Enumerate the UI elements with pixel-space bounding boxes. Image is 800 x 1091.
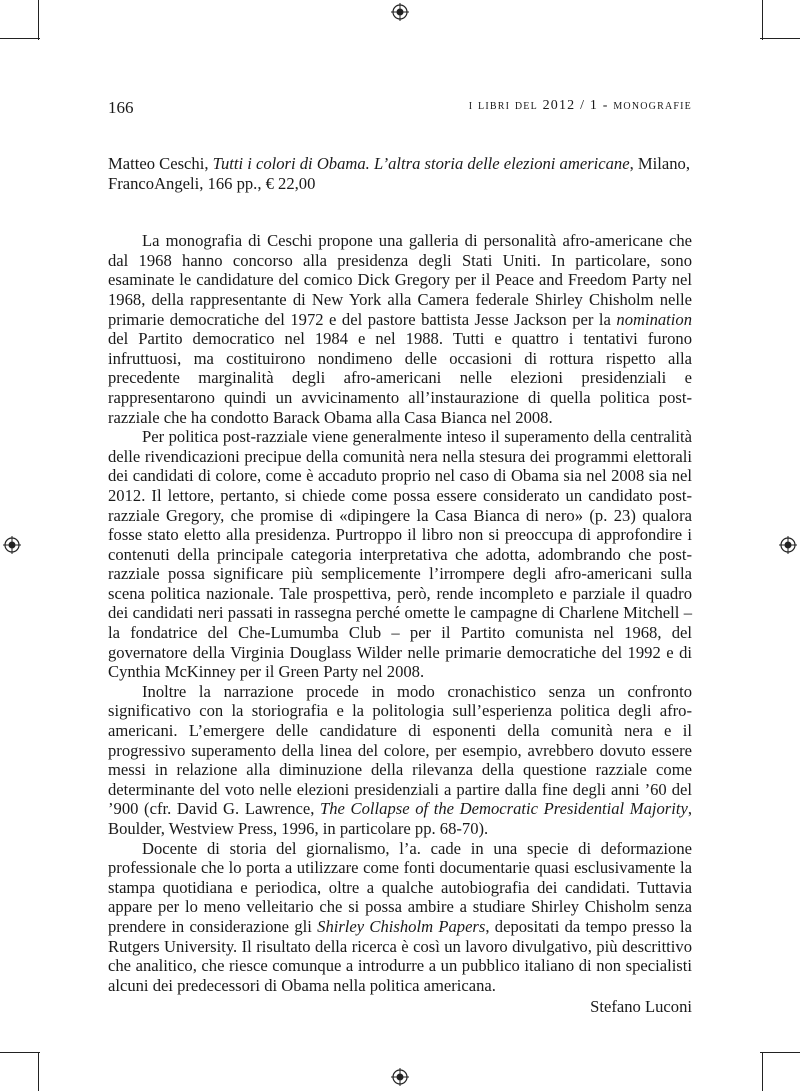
page-number: 166 — [108, 98, 134, 117]
citation-author: Matteo Ceschi, — [108, 154, 213, 173]
registration-mark-icon — [391, 3, 409, 21]
review-paragraph — [108, 682, 692, 839]
italic-text: The Collapse of the Democratic Presidential Majority — [320, 799, 688, 819]
crop-mark-top-right-h — [760, 38, 800, 39]
paragraph-text: Docente di storia del giornalismo, l’a. cade in una specie di deformazione professionale che lo porta a utilizzare come fonti documentarie quasi esclusivamente la stampa quotidiana e periodica, oltre a qualche autobiografia dei candidati. Tuttavia appare per lo meno velleitario che si possa ambire a studiare Shirley Chisholm senza prendere in considerazione gli — [108, 838, 692, 936]
reviewer-name: Stefano Luconi — [590, 997, 692, 1017]
registration-mark-icon — [779, 536, 797, 554]
review-paragraph — [108, 427, 692, 682]
review-paragraph — [108, 231, 692, 427]
paragraph-text: del Partito democratico nel 1984 e nel 1988. Tutti e quattro i tentativi furono infruttuosi, ma costituirono nondimeno delle occasioni di rottura rispetto alla precedente marginalità degli afro-americani nelle elezioni presidenziali e rappresentarono quindi un avvicinamento all’instaurazione di quella politica post-razziale che ha condotto Barack Obama alla Casa Bianca nel 2008. — [108, 329, 692, 427]
crop-mark-top-left — [38, 0, 39, 40]
crop-mark-top-right — [762, 0, 763, 40]
paragraph-text: La monografia di Ceschi propone una galleria di personalità afro-americane che dal 1968 hanno concorso alla presidenza degli Stati Uniti. In particolare, sono esaminate le candidature del comico Dick Gregory per il Peace and Freedom Party nel 1968, della rappresentante di New York alla Camera federale Shirley Chisholm nelle primarie democratiche del 1972 e del pastore battista Jesse Jackson per la — [108, 231, 692, 329]
paragraph-text: , depositati da tempo presso la Rutgers University. Il risultato della ricerca è così un lavoro divulgativo, più descrittivo che analitico, che riesce comunque a introdurre a un pubblico italiano di non specialisti alcuni dei predecessori di Obama nella politica americana. — [108, 916, 692, 995]
italic-text: nomination — [616, 309, 692, 329]
paragraph-text: Inoltre la narrazione procede in modo cronachistico senza un confronto significativo con la storiografia e la politologia sull’esperienza politica degli afro-americani. L’emergere delle candidature di esponenti della comunità nera e il progressivo superamento della linea del colore, per esempio, avrebbero dovuto essere messi in relazione alla diminuzione della rilevanza della questione razziale come determinante del voto nelle elezioni presidenziali a partire dalla fine degli anni ’60 del ’900 (cfr. David G. Lawrence, — [108, 681, 692, 819]
book-citation — [108, 154, 692, 193]
crop-mark-bottom-left-h — [0, 1052, 40, 1053]
crop-mark-bottom-right — [762, 1052, 763, 1091]
crop-mark-bottom-right-h — [760, 1052, 800, 1053]
registration-mark-icon — [391, 1068, 409, 1086]
crop-mark-top-left-h — [0, 38, 40, 39]
citation-title: Tutti i colori di Obama. L’altra storia delle elezioni americane — [212, 154, 630, 173]
running-head: i libri del 2012 / 1 - monografie — [468, 98, 692, 113]
page-header — [108, 98, 692, 118]
italic-text: Shirley Chisholm Papers — [317, 916, 486, 936]
crop-mark-bottom-left — [38, 1052, 39, 1091]
paragraph-text: , Boulder, Westview Press, 1996, in particolare pp. 68-70). — [108, 799, 692, 838]
review-body — [108, 154, 692, 1017]
citation-publication: , Milano, FrancoAngeli, 166 pp., € 22,00 — [108, 154, 690, 193]
registration-mark-icon — [3, 536, 21, 554]
paragraph-text: Per politica post-razziale viene generalmente inteso il superamento della centralità delle rivendicazioni precipue della comunità nera nella stesura dei programmi elettorali dei candidati di colore, come è accaduto proprio nel caso di Obama sia nel 2008 sia nel 2012. Il lettore, pertanto, si chiede come possa essere considerato un candidato post-razziale Gregory, che promise di «dipingere la Casa Bianca di nero» (p. 23) qualora fosse stato eletto alla presidenza. Purtroppo il libro non si preoccupa di approfondire i contenuti della principale categoria interpretativa che adotta, adombrando che post-razziale possa significare più semplicemente l’irrompere degli afro-americani sulla scena politica nazionale. Tale prospettiva, però, rende incompleto e parziale il quadro dei candidati neri passati in rassegna perché omette le campagne di Charlene Mitchell – la fondatrice del Che-Lumumba Club – per il Partito comunista nel 1968, del governatore della Virginia Douglass Wilder nelle primarie democratiche del 1992 e di Cynthia McKinney per il Green Party nel 2008. — [108, 427, 692, 682]
review-paragraphs — [108, 231, 692, 995]
review-paragraph — [108, 839, 692, 996]
